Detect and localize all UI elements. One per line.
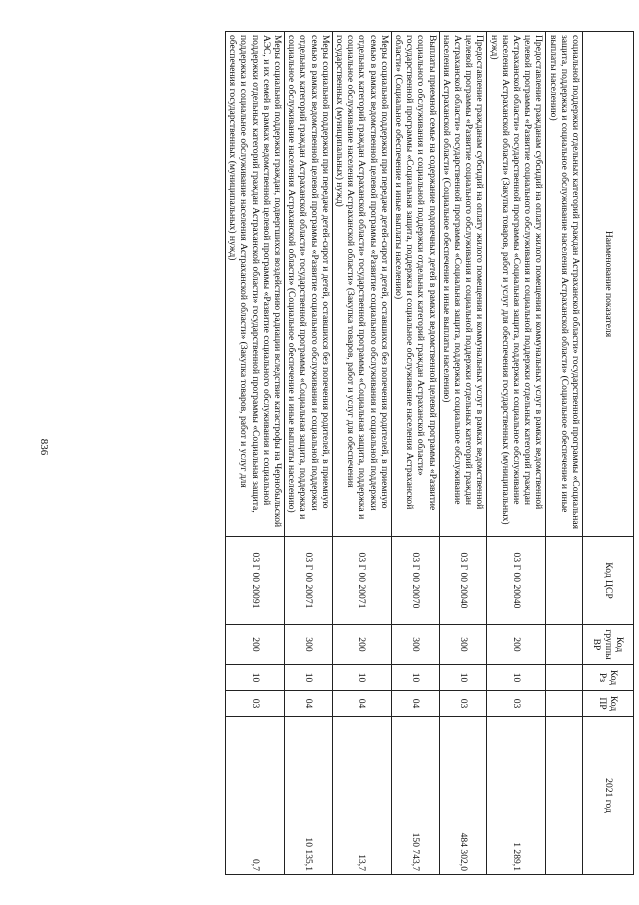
- header-rz: Код Рз: [583, 665, 634, 691]
- table-row: [439, 32, 487, 875]
- page-number: 836: [38, 438, 50, 456]
- rotated-table-container: [96, 31, 634, 874]
- header-vr: Код группы ВР: [583, 625, 634, 665]
- row-csr: 03 Г 00 20071: [284, 537, 332, 625]
- row-rz: 10: [487, 665, 546, 691]
- row-amount: 484 302,0: [439, 717, 487, 875]
- row-name: Меры социальной поддержки граждан, подвергшихся воздействию радиации вследствие катастрофы на Чернобыльской АЭС, и их семей в рамках ведомственной целевой программы «Развитие социального обслуживания и социальной поддержки отдельных категорий граждан Астраханской области» государственной программы «Социальная защита, поддержка и социальное обслуживание населения Астраханской области» (Закупка товаров, работ и услуг для обеспечения государственных (муниципальных) нужд): [225, 32, 284, 537]
- row-name: социальной поддержки отдельных категорий граждан Астраханской области» государственной программы «Социальная защита, поддержка и социальное обслуживание населения Астраханской области» (Социальное обеспечение и иные выплаты населению): [546, 32, 583, 537]
- row-rz: [546, 665, 583, 691]
- row-rz: 10: [284, 665, 332, 691]
- table-row: [284, 32, 332, 875]
- table-row: [391, 32, 439, 875]
- row-amount: 150 743,7: [391, 717, 439, 875]
- row-pr: 03: [487, 691, 546, 717]
- row-rz: 10: [225, 665, 284, 691]
- row-pr: 04: [284, 691, 332, 717]
- row-csr: 03 Г 00 20071: [332, 537, 391, 625]
- header-year: 2021 год: [583, 717, 634, 875]
- row-rz: 10: [332, 665, 391, 691]
- row-pr: 03: [225, 691, 284, 717]
- table-header-row: [583, 32, 634, 875]
- row-amount: 10 135,1: [284, 717, 332, 875]
- row-name: Предоставление гражданам субсидий на оплату жилого помещения и коммунальных услуг в рамках ведомственной целевой программы «Развитие социального обслуживания и социальной поддержки отдельных категорий граждан Астраханской области» государственной программы «Социальная защита, поддержка и социальное обслуживание населения Астраханской области» (Социальное обеспечение и иные выплаты населению): [439, 32, 487, 537]
- row-vr: 200: [487, 625, 546, 665]
- row-vr: 200: [332, 625, 391, 665]
- row-csr: 03 Г 00 20040: [487, 537, 546, 625]
- table-row: [546, 32, 583, 875]
- row-pr: 04: [332, 691, 391, 717]
- row-csr: 03 Г 00 20070: [391, 537, 439, 625]
- row-pr: 03: [439, 691, 487, 717]
- table-row: [487, 32, 546, 875]
- row-vr: 300: [391, 625, 439, 665]
- row-name: Выплаты приемной семье на содержание подопечных детей в рамках ведомственной целевой программы «Развитие социального обслуживания и социальной поддержки отдельных категорий граждан Астраханской области» государственной программы «Социальная защита, поддержка и социальное обслуживание населения Астраханской области» (Социальное обеспечение и иные выплаты населению): [391, 32, 439, 537]
- row-amount: 0,7: [225, 717, 284, 875]
- row-rz: 10: [391, 665, 439, 691]
- row-name: Меры социальной поддержки при передаче детей-сирот и детей, оставшихся без попечения родителей, в приемную семью в рамках ведомственной целевой программы «Развитие социального обслуживания и социальной поддержки отдельных категорий граждан Астраханской области» государственной программы «Социальная защита, поддержка и социальное обслуживание населения Астраханской области» (Социальное обеспечение и иные выплаты населению): [284, 32, 332, 537]
- header-name: Наименование показателя: [583, 32, 634, 537]
- row-rz: 10: [439, 665, 487, 691]
- row-csr: [546, 537, 583, 625]
- row-amount: 13,7: [332, 717, 391, 875]
- row-amount: [546, 717, 583, 875]
- table-row: [225, 32, 284, 875]
- row-pr: [546, 691, 583, 717]
- table-row: [332, 32, 391, 875]
- row-name: Меры социальной поддержки при передаче детей-сирот и детей, оставшихся без попечения родителей, в приемную семью в рамках ведомственной целевой программы «Развитие социального обслуживания и социальной поддержки отдельных категорий граждан Астраханской области» государственной программы «Социальная защита, поддержка и социальное обслуживание населения Астраханской области» (Закупка товаров, работ и услуг для обеспечения государственных (муниципальных) нужд): [332, 32, 391, 537]
- row-vr: 300: [439, 625, 487, 665]
- row-vr: [546, 625, 583, 665]
- header-pr: Код ПР: [583, 691, 634, 717]
- header-csr: Код ЦСР: [583, 537, 634, 625]
- row-vr: 300: [284, 625, 332, 665]
- row-csr: 03 Г 00 20040: [439, 537, 487, 625]
- row-amount: 1 289,1: [487, 717, 546, 875]
- budget-table: [225, 31, 634, 875]
- row-csr: 03 Г 00 20091: [225, 537, 284, 625]
- row-name: Предоставление гражданам субсидий на оплату жилого помещения и коммунальных услуг в рамках ведомственной целевой программы «Развитие социального обслуживания и социальной поддержки отдельных категорий граждан Астраханской области» государственной программы «Социальная защита, поддержка и социальное обслуживание населения Астраханской области» (Закупка товаров, работ и услуг для обеспечения государственных (муниципальных) нужд): [487, 32, 546, 537]
- row-vr: 200: [225, 625, 284, 665]
- row-pr: 04: [391, 691, 439, 717]
